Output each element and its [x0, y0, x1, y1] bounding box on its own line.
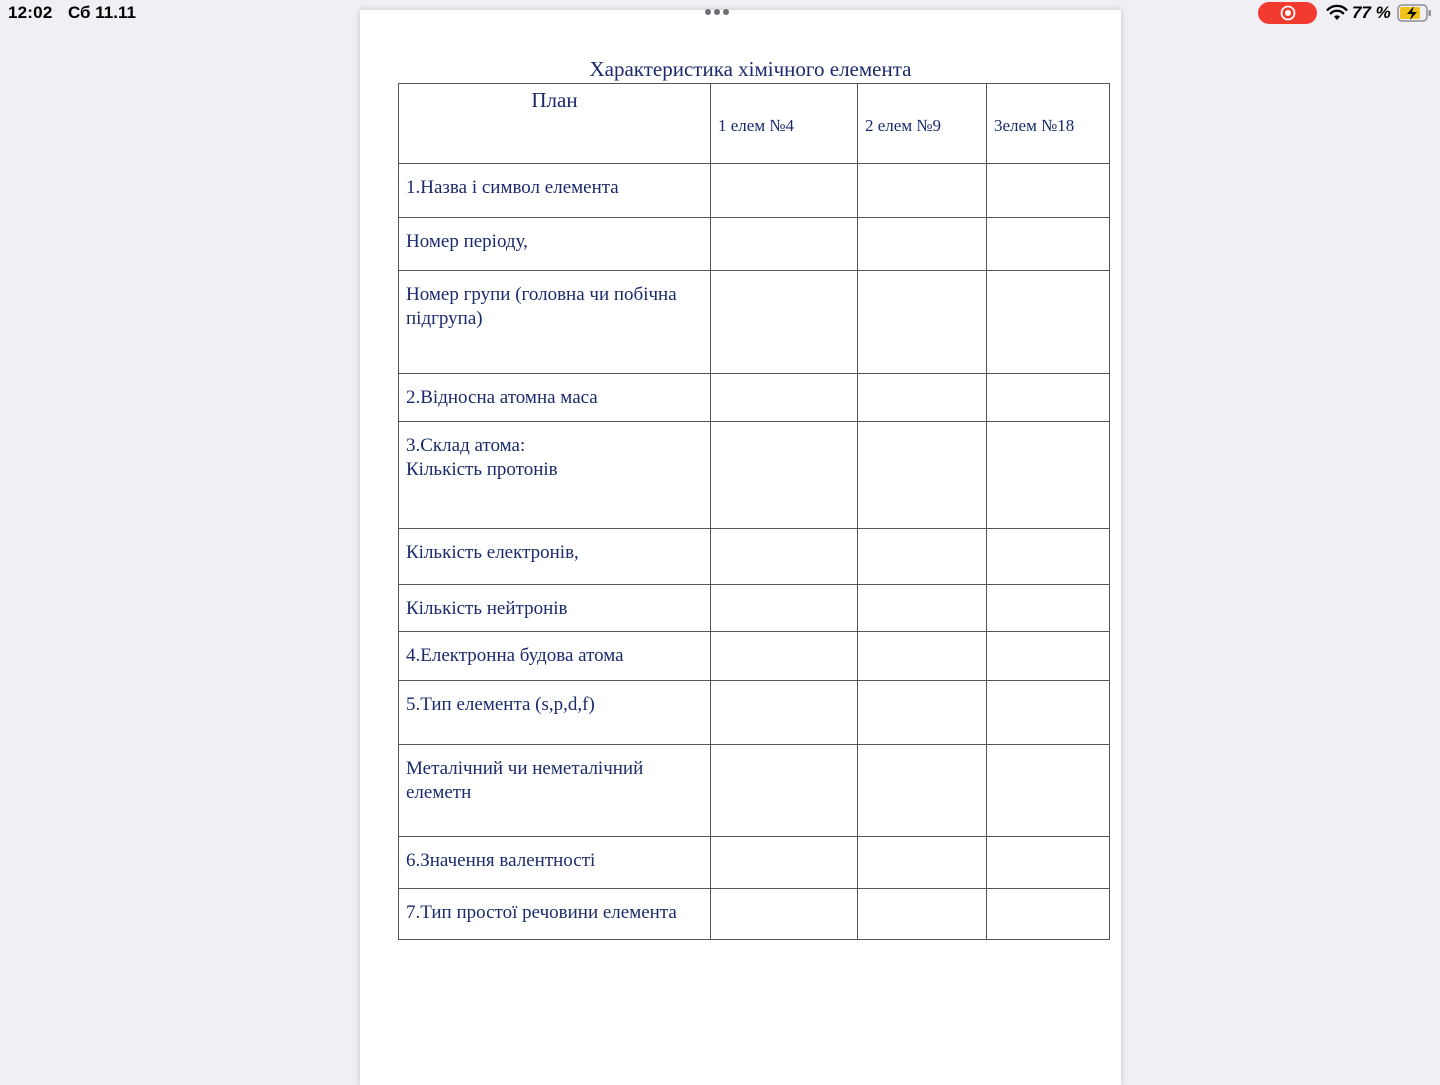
table-cell: [711, 745, 858, 837]
table-row: [399, 585, 1110, 632]
table-cell: [987, 745, 1110, 837]
status-date: Сб 11.11: [68, 3, 136, 22]
table-cell: [711, 164, 858, 218]
row-label-line: Кількість протонів: [406, 459, 558, 480]
row-label-line: Номер групи (головна чи побічна: [406, 284, 677, 305]
table-row: [399, 271, 1110, 374]
table-cell: [987, 632, 1110, 681]
table-cell: [987, 164, 1110, 218]
table-header-row: [399, 84, 1110, 164]
table-cell: [987, 529, 1110, 585]
screen-record-indicator[interactable]: [1258, 2, 1317, 24]
table-row: [399, 422, 1110, 529]
row-label-simple-substance: [399, 889, 711, 940]
row-label-line: 5.Тип елемента (s,p,d,f): [406, 694, 595, 715]
row-label-electrons: [399, 529, 711, 585]
table-row: [399, 529, 1110, 585]
table-cell: [858, 585, 987, 632]
row-label-line: 3.Склад атома:: [406, 435, 526, 456]
table-row: [399, 681, 1110, 745]
status-time: 12:02: [8, 3, 53, 22]
row-label-atom-composition: [399, 422, 711, 529]
table-row: [399, 374, 1110, 422]
table-row: [399, 218, 1110, 271]
row-label-line: підгрупа): [406, 308, 483, 329]
table-cell: [987, 837, 1110, 889]
table-row: [399, 889, 1110, 940]
table-cell: [858, 632, 987, 681]
table-cell: [858, 271, 987, 374]
row-label-valence: [399, 837, 711, 889]
multitask-handle[interactable]: [705, 9, 729, 15]
record-icon: [1280, 5, 1296, 21]
row-label-period: [399, 218, 711, 271]
table-row: [399, 837, 1110, 889]
handle-dot: [723, 9, 729, 15]
table-cell: [858, 422, 987, 529]
table-cell: [711, 837, 858, 889]
row-label-line: елеметн: [406, 782, 472, 803]
handle-dot: [714, 9, 720, 15]
table-cell: [858, 681, 987, 745]
row-label-element-type: [399, 681, 711, 745]
row-label-line: 7.Тип простої речовини елемента: [406, 902, 677, 923]
table-cell: [711, 681, 858, 745]
table-cell: [711, 632, 858, 681]
table-cell: [987, 422, 1110, 529]
document-title: Характеристика хімічного елемента: [589, 57, 912, 81]
element-1-header: 1 елем №4: [711, 84, 858, 164]
row-label-electron-structure: [399, 632, 711, 681]
table-cell: [711, 271, 858, 374]
table-cell: [711, 889, 858, 940]
table-cell: [858, 745, 987, 837]
table-row: [399, 164, 1110, 218]
table-cell: [858, 529, 987, 585]
row-label-metallic: [399, 745, 711, 837]
table-cell: [711, 529, 858, 585]
table-cell: [987, 585, 1110, 632]
table-cell: [858, 837, 987, 889]
row-label-atomic-mass: [399, 374, 711, 422]
row-label-line: Металічний чи неметалічний: [406, 758, 644, 779]
table-cell: [987, 889, 1110, 940]
table-cell: [711, 374, 858, 422]
row-label-neutrons: [399, 585, 711, 632]
table-cell: [858, 164, 987, 218]
row-label-line: 2.Відносна атомна маса: [406, 387, 598, 408]
table-cell: [711, 585, 858, 632]
row-label-line: Кількість нейтронів: [406, 598, 568, 619]
plan-header: План: [399, 84, 711, 164]
wifi-icon: [1326, 4, 1348, 22]
table-row: [399, 632, 1110, 681]
table-cell: [987, 271, 1110, 374]
row-label-group: [399, 271, 711, 374]
table-cell: [987, 218, 1110, 271]
table-cell: [858, 374, 987, 422]
table-cell: [987, 374, 1110, 422]
handle-dot: [705, 9, 711, 15]
row-label-line: Кількість електронів,: [406, 542, 579, 563]
table-row: [399, 745, 1110, 837]
element-2-header: 2 елем №9: [858, 84, 987, 164]
element-characteristics-table: [398, 83, 1110, 940]
table-cell: [711, 218, 858, 271]
row-label-line: 6.Значення валентності: [406, 850, 596, 871]
table-cell: [711, 422, 858, 529]
table-cell: [858, 889, 987, 940]
table-cell: [858, 218, 987, 271]
battery-charging-icon: [1397, 4, 1433, 22]
battery-percent: 77 %: [1352, 3, 1391, 22]
row-label-line: Номер періоду,: [406, 231, 528, 252]
table-cell: [987, 681, 1110, 745]
row-label-line: 1.Назва і символ елемента: [406, 177, 619, 198]
row-label-line: 4.Електронна будова атома: [406, 645, 624, 666]
row-label-name-symbol: [399, 164, 711, 218]
element-3-header: 3елем №18: [987, 84, 1110, 164]
